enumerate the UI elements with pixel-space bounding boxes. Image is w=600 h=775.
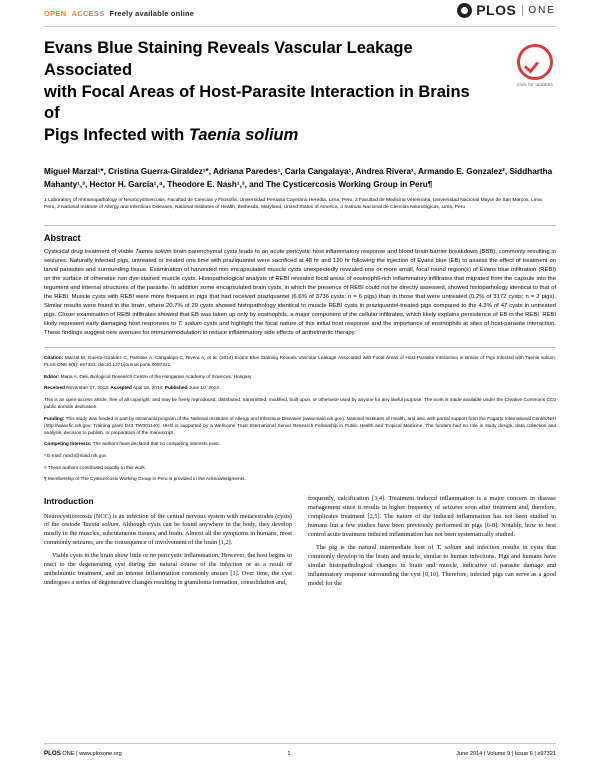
copyright-line: This is an open-access article, free of all copyright, and may be freely reproduced, distributed, transmitted, modified, built upon, or otherwise used by anyone for any lawful purpose. The work is made available under the Creative Commons CC0 public domain dedication. bbox=[44, 397, 556, 410]
received-label: Received bbox=[44, 386, 65, 392]
author-list: Miguel Marzal¹*, Cristina Guerra-Giraldez¹*, Adriana Paredes¹, Carla Cangalaya¹, Andrea Rivera¹, Armando E. Gonzalez², Siddhartha Mahanty¹,³, Hector H. García¹,⁴, Theodore E. Nash¹,³, and The Cysticercosis Working Group in Peru¶ bbox=[44, 166, 553, 189]
article-metadata bbox=[44, 355, 556, 484]
abstract-body bbox=[44, 248, 556, 338]
abstract-section bbox=[44, 225, 556, 348]
open-access-badge bbox=[44, 9, 194, 18]
affiliation-list: 1 Laboratory of Immunopathology in Neurocysticercosis, Facultad de Ciencias y Filosofía, Universidad Peruana Cayetano Heredia, Lima, Peru, 2 Facultad de Medicina Veterinaria, Universidad Nacional Mayor de San Marcos, Lima, Peru, 3 National Institute of Allergy and Infectious Diseases, National Institutes of Health, Bethesda, Maryland, United States of America, 4 Instituto Nacional de Ciencias Neurológicas, Lima, Peru bbox=[44, 198, 544, 211]
plos-wordmark: PLOS bbox=[476, 2, 517, 18]
funding-label: Funding: bbox=[44, 416, 65, 422]
email-line bbox=[44, 453, 556, 460]
freely-available-label: Freely available online bbox=[109, 8, 195, 18]
footer-journal-sub: ONE bbox=[62, 751, 75, 757]
editor-label: Editor: bbox=[44, 374, 60, 380]
intro-paragraph-2: Viable cysts in the brain show little or no pericystic inflammation. However, the host begins to react to the degenerating cyst during the natural course of the infection or as a result of anthelmintic treatment, and an intense inflammation commonly ensues [1]. Over time, the cyst undergoes a series of degenerative changes resulting in granuloma formation, consolidation and, bbox=[44, 552, 292, 587]
intro-p4-post: and infection results in cysts that commonly develop in the brain and muscle, similar to human infections. Pigs and humans have similar histopathological changes in brain and muscle, indicative of parasite damage and inflammatory response surrounding the cyst [9,10]. Therefore, infected pigs can serve as a good model for the bbox=[308, 544, 556, 587]
title-line-2: with Focal Areas of Host-Parasite Interaction in Brains of bbox=[44, 82, 470, 123]
column-right bbox=[308, 495, 556, 592]
body-columns bbox=[44, 495, 556, 592]
footer-divider bbox=[44, 743, 556, 744]
group-membership-note: ¶ Membership of The Cysticercosis Working Group in Peru is provided in the Acknowledgments. bbox=[44, 477, 246, 483]
intro-paragraph-4 bbox=[308, 544, 556, 589]
footer-page-number: 1 bbox=[287, 751, 291, 757]
introduction-heading: Introduction bbox=[44, 496, 94, 507]
funding-line bbox=[44, 416, 556, 437]
title-line-3-prefix: Pigs Infected with bbox=[44, 126, 189, 145]
intro-paragraph-1 bbox=[44, 513, 292, 549]
accepted-label: Accepted bbox=[109, 386, 132, 392]
crossmark-badge[interactable] bbox=[514, 44, 556, 87]
plos-logo bbox=[457, 2, 556, 18]
open-access-access-label: ACCESS bbox=[71, 8, 105, 18]
plos-circle-icon bbox=[457, 3, 472, 18]
open-access-open-label: OPEN bbox=[44, 8, 67, 18]
equal-contribution-note: ¤ These authors contributed equally to this work. bbox=[44, 465, 147, 471]
plos-one-label: ONE bbox=[522, 5, 556, 16]
abstract-text-part-1: Cysticidal drug treatment of viable bbox=[44, 249, 136, 256]
title-line-1: Evans Blue Staining Reveals Vascular Leakage Associated bbox=[44, 39, 413, 79]
footer-issue-info: June 2014 | Volume 9 | Issue 6 | e97321 bbox=[456, 751, 556, 757]
journal-top-bar bbox=[0, 0, 600, 26]
column-left bbox=[44, 495, 292, 592]
published-text: June 10, 2014 bbox=[187, 386, 219, 392]
intro-p1-post: . Although cysts can be found anywhere in the body, they develop mostly in the muscles, subcutaneous tissues, and brain. Almost all the symptoms in humans, most commonly seizures, are the consequence of involvement of the brain [1,2]. bbox=[44, 521, 292, 547]
abstract-text-part-2: brain parenchymal cysts leads to an acute pericystic host inflammatory response and blood brain barrier breakdown (BBB), commonly resulting in seizures. Naturally infected pigs, untreated or treated one time with praziquantel were sacrificed at 48 hr and 120 hr following the injection of Evans blue (EB) to assess the effect of treatment on larval parasites and surrounding tissue. Examination of harvested non encapsulated muscle cysts unexpectedly revealed one or more small, focal round region(s) of Evans blue infiltration (REBI) on the surface of otherwise non dye-stained muscle cysts. Histopathological analysis of REBI revealed focal areas of eosinophil-rich inflammatory infiltrates that migrated from the capsule into the tegument and internal structures of the parasite. In addition some encapsulated brain cysts, in which the presence of REBI could not be directly assessed, showed histopathology identical to that of the REBI. Muscle cysts with REBI were more frequent in pigs that had received praziquantel (6.6% of 3736 cysts; n = 6 pigs) than in those that were untreated (0.2% of 3172 cysts; n = 2 pigs). Similar results were found in the brain, where 20.7% of 29 cysts showed histopathology identical to muscle REBI cysts in praziquantel-treated pigs compared to the 4.3% of 47 cysts in untreated pigs. Closer examination of REBI infiltrates showed that EB was taken up only by eosinophils, a major component of the cellular infiltrates, which likely explains persistence of EB in the REBI. REBI likely represent early damaging host responses to bbox=[44, 249, 556, 327]
abstract-text-part-3: cysts and highlight the focal nature of this initial host response and the importance of eosinophils at sites of host-parasite interaction. These findings suggest new avenues for immunomodulation to reduce inflammatory side effects of anthelmintic therapy. bbox=[44, 320, 556, 336]
competing-interests-line bbox=[44, 441, 556, 448]
intro-p1-pre: Neurocysticercosis (NCC) is an infection of the central nervous system with metacestodes (cysts) of the cestode bbox=[44, 512, 292, 529]
funding-text: This study was funded in part by intramural program of the National Institutes of Allergy and Infectious Diseases (www.niaid.nih.gov), National Institutes of Health, and also with partial support from the Fogarty International Center/NIH (http://www.fic.nih.gov; Training grant D43 TW001140). HHG is supported by a Wellcome Trust International Senior Research Fellowship in Public Health and Tropical Medicine. The funders had no role in study design, data collection and analysis, decision to publish, or preparation of the manuscript. bbox=[44, 416, 556, 436]
abstract-species-2: T. solium bbox=[178, 320, 202, 327]
email-address[interactable]: mach@niaid.nih.gov bbox=[61, 454, 107, 460]
intro-p4-species: T. solium bbox=[436, 544, 462, 552]
footer-left bbox=[44, 750, 122, 757]
crossmark-check-icon bbox=[517, 44, 553, 80]
published-label: Published bbox=[163, 386, 188, 392]
crossmark-label: click for updates bbox=[517, 82, 553, 87]
editor-line bbox=[44, 374, 556, 381]
citation-text: Marzal M, Guerra-Giraldez C, Paredes A, Cangalaya C, Rivera A, et al. (2014) Evans Blue Staining Reveals Vascular Leakage Associated with Focal Areas of Host-Parasite Interaction in Brains of Pigs Infected with Taenia solium. PLoS ONE 9(6): e97321. doi:10.1371/journal.pone.0097321 bbox=[44, 355, 556, 368]
dates-line bbox=[44, 385, 556, 392]
abstract-species-1: Taenia solium bbox=[135, 249, 172, 256]
citation-line bbox=[44, 355, 556, 369]
footer-journal-name: PLOS bbox=[44, 750, 61, 757]
footer-journal-url[interactable]: | www.plosone.org bbox=[76, 751, 122, 757]
accepted-text: April 18, 2014; bbox=[131, 386, 164, 392]
intro-p4-pre: The pig is the natural intermediate host of bbox=[316, 544, 437, 552]
page-footer bbox=[44, 750, 556, 757]
intro-paragraph-3: frequently, calcification [3,4]. Treatment induced inflammation is a major concern in disease management since it results in higher frequency of seizures soon after treatment and, therefore, complicates treatment [2,5]. The nature of the induced inflammation has not been studied in humans but a few studies have been previously performed in pigs [6-8]. Notably, how to best control acute treatment induced inflammation has not been systematically studied. bbox=[308, 495, 556, 539]
received-text: November 27, 2013; bbox=[64, 386, 110, 392]
intro-p1-species: Taenia solium bbox=[82, 521, 119, 529]
citation-label: Citation: bbox=[44, 355, 64, 361]
title-species-name: Taenia solium bbox=[188, 126, 299, 145]
competing-label: Competing Interests: bbox=[44, 442, 92, 448]
abstract-heading: Abstract bbox=[44, 233, 81, 244]
header-divider bbox=[44, 26, 556, 27]
email-label: * E-mail: bbox=[44, 454, 62, 460]
editor-text: Maria A. Deli, Biological Research Centre of the Hungarian Academy of Sciences, Hungary bbox=[59, 374, 252, 380]
competing-text: The authors have declared that no competing interests exist. bbox=[91, 442, 221, 448]
